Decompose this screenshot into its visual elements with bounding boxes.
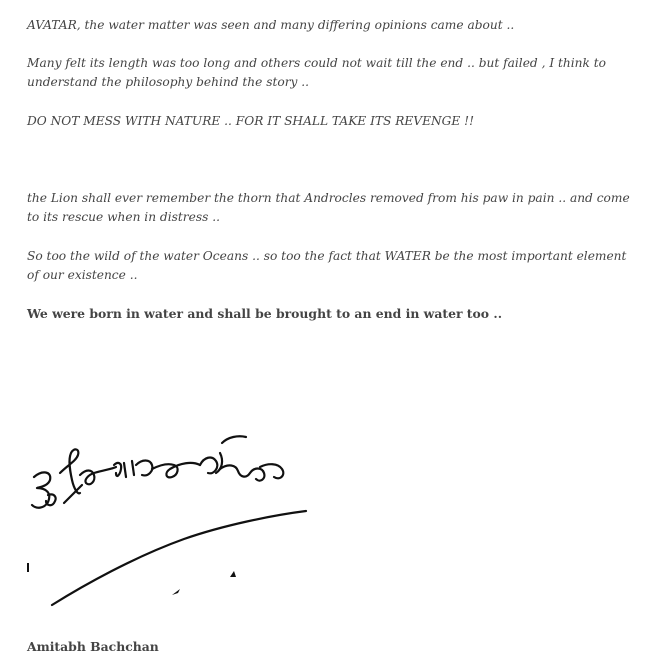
paragraph-androcles-lion: the Lion shall ever remember the thorn that Androcles removed from his paw in pain .. and come to its rescue when in distress .. bbox=[27, 191, 630, 224]
paragraph-nature-warning: DO NOT MESS WITH NATURE .. FOR IT SHALL TAKE ITS REVENGE !! bbox=[27, 114, 474, 128]
paragraph-water-oceans: So too the wild of the water Oceans .. so too the fact that WATER be the most important element of our existence .. bbox=[27, 249, 627, 282]
handwritten-signature bbox=[24, 425, 324, 615]
author-name: Amitabh Bachchan bbox=[27, 639, 159, 654]
paragraph-length-opinions: Many felt its length was too long and others could not wait till the end .. but failed , I think to understand the philosophy behind the story .. bbox=[27, 56, 607, 89]
paragraph-avatar: AVATAR, the water matter was seen and many differing opinions came about .. bbox=[27, 18, 515, 32]
signature-mark bbox=[27, 563, 29, 572]
closing-statement: We were born in water and shall be brought to an end in water too .. bbox=[27, 306, 503, 321]
